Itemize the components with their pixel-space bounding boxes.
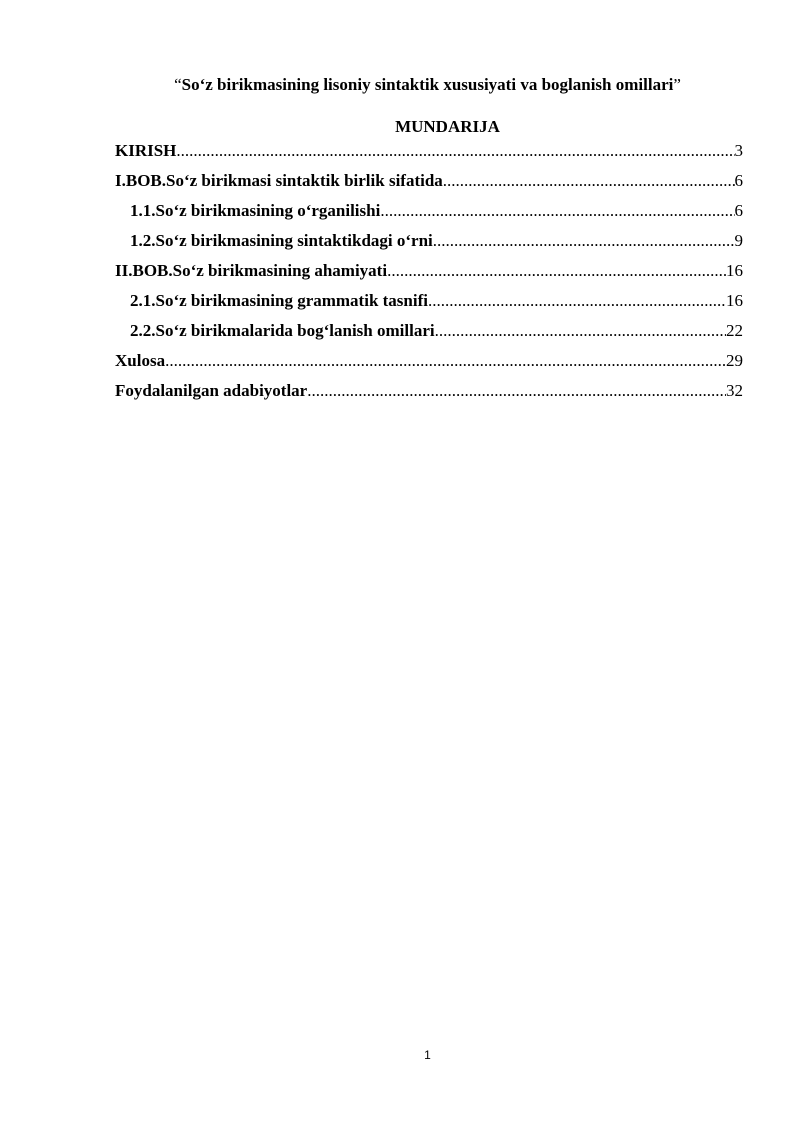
toc-entry-page: 6 <box>734 171 743 190</box>
toc-entry-section-1-1[interactable] <box>115 199 743 229</box>
toc-entry-label: II.BOB.So‘z birikmasining ahamiyati <box>115 261 388 280</box>
document-title <box>0 75 800 95</box>
toc-entry-page: 9 <box>734 231 743 250</box>
toc-dot-leader <box>443 169 735 193</box>
toc-entry-page: 16 <box>726 261 743 280</box>
toc-entry-chapter-2[interactable] <box>115 259 743 289</box>
toc-dot-leader <box>435 319 726 343</box>
toc-entry-kirish[interactable] <box>115 139 743 169</box>
toc-entry-page: 32 <box>726 381 743 400</box>
toc-entry-section-2-1[interactable] <box>115 289 743 319</box>
title-close-quote: ” <box>673 75 681 94</box>
toc-entry-xulosa[interactable] <box>115 349 743 379</box>
toc-entry-page: 6 <box>734 201 743 220</box>
toc-dot-leader <box>380 199 734 223</box>
toc-entry-label: 1.2.So‘z birikmasining sintaktikdagi o‘rni <box>130 231 433 250</box>
title-open-quote: “ <box>174 75 182 94</box>
toc-dot-leader <box>165 349 726 373</box>
toc-entry-label: Foydalanilgan adabiyotlar <box>115 381 308 400</box>
toc-entry-page: 16 <box>726 291 743 310</box>
toc-entry-label: 1.1.So‘z birikmasining o‘rganilishi <box>130 201 381 220</box>
toc-dot-leader <box>387 259 726 283</box>
toc-entry-label: I.BOB.So‘z birikmasi sintaktik birlik sifatida <box>115 171 443 190</box>
page-number: 1 <box>424 1048 431 1062</box>
toc-dot-leader <box>176 139 734 163</box>
toc-entry-bibliography[interactable] <box>115 379 743 409</box>
toc-entry-label: 2.2.So‘z birikmalarida bog‘lanish omillari <box>130 321 435 340</box>
toc-entry-label: KIRISH <box>115 141 177 160</box>
toc-entry-page: 3 <box>734 141 743 160</box>
toc-entry-page: 22 <box>726 321 743 340</box>
toc-entry-section-2-2[interactable] <box>115 319 743 349</box>
toc-entry-chapter-1[interactable] <box>115 169 743 199</box>
toc-dot-leader <box>307 379 726 403</box>
table-of-contents <box>115 139 743 409</box>
toc-heading: MUNDARIJA <box>395 117 500 136</box>
toc-dot-leader <box>428 289 726 313</box>
toc-entry-label: Xulosa <box>115 351 166 370</box>
toc-dot-leader <box>433 229 735 253</box>
toc-entry-label: 2.1.So‘z birikmasining grammatik tasnifi <box>130 291 428 310</box>
title-text: So‘z birikmasining lisoniy sintaktik xususiyati va boglanish omillari <box>181 75 674 94</box>
toc-entry-section-1-2[interactable] <box>115 229 743 259</box>
toc-entry-page: 29 <box>726 351 743 370</box>
